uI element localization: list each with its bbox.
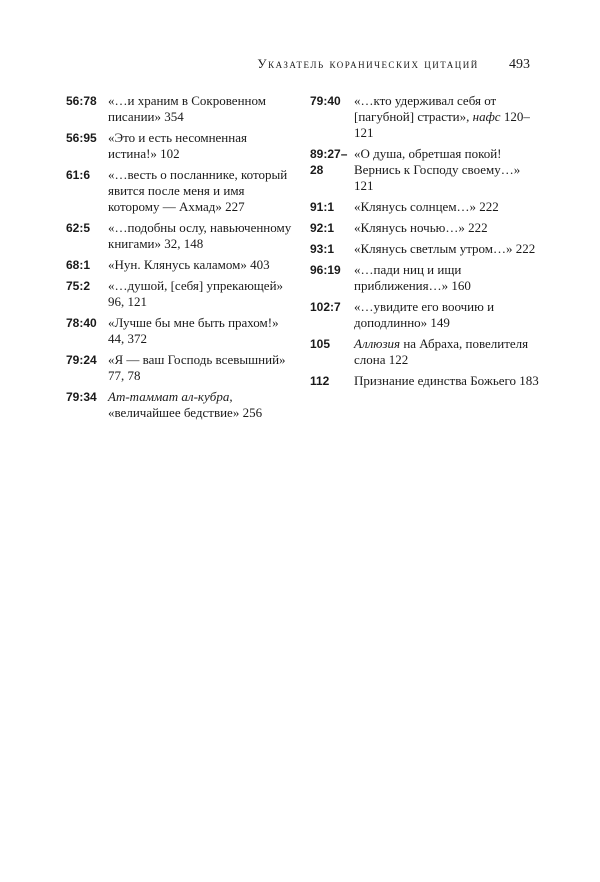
entry-text	[354, 336, 542, 368]
entry-text: «Нун. Клянусь каламом» 403	[108, 257, 270, 272]
left-column	[66, 93, 298, 426]
index-entry	[310, 299, 542, 331]
entry-pages: 120–121	[354, 109, 530, 140]
verse-ref: 56:78	[66, 94, 97, 108]
index-entry	[66, 220, 298, 252]
entry-text: «Лучше бы мне быть прахом!» 44, 372	[108, 315, 279, 346]
verse-ref: 61:6	[66, 168, 91, 182]
verse-ref: 79:34	[66, 390, 97, 404]
running-title: Указатель коранических цитаций	[257, 56, 479, 71]
index-entry	[310, 199, 542, 215]
italic-term: Аллюзия	[354, 336, 401, 351]
index-entry	[66, 167, 298, 215]
index-entry	[66, 352, 298, 384]
index-entry	[66, 278, 298, 310]
verse-ref: 89:27–28	[310, 147, 348, 177]
verse-ref: 79:40	[310, 94, 341, 108]
index-entry	[66, 93, 298, 125]
entry-text: «Клянусь светлым утром…» 222	[354, 241, 536, 256]
verse-ref: 93:1	[310, 242, 335, 256]
verse-ref: 78:40	[66, 316, 97, 330]
entry-text: Признание единства Божьего 183	[354, 373, 539, 388]
entry-text: «Клянусь солнцем…» 222	[354, 199, 499, 214]
verse-ref: 56:95	[66, 131, 97, 145]
index-entry	[310, 146, 542, 194]
italic-term: нафс	[472, 109, 501, 124]
verse-ref: 112	[310, 374, 330, 388]
index-entry	[310, 220, 542, 236]
verse-ref: 62:5	[66, 221, 91, 235]
index-entry	[310, 241, 542, 257]
entry-text: «Клянусь ночью…» 222	[354, 220, 488, 235]
entry-text	[108, 389, 298, 421]
index-entry	[66, 315, 298, 347]
entry-text-main: «…кто удерживал себя от [пагубной] страсти»,	[354, 93, 497, 124]
verse-ref: 96:19	[310, 263, 341, 277]
entry-text: «…весть о посланнике, который явится после меня и имя которому — Ахмад» 227	[108, 167, 288, 214]
index-entry	[66, 257, 298, 273]
verse-ref: 91:1	[310, 200, 335, 214]
verse-ref: 102:7	[310, 300, 341, 314]
entry-text: «О душа, обретшая покой! Вернись к Господу своему…» 121	[354, 146, 521, 193]
entry-text: «…душой, [себя] упрекающей» 96, 121	[108, 278, 284, 309]
index-entry	[66, 389, 298, 421]
entry-text: «Это и есть несомненная истина!» 102	[108, 130, 247, 161]
verse-ref: 79:24	[66, 353, 97, 367]
verse-ref: 105	[310, 337, 331, 351]
entry-text: «Я — ваш Господь всевышний» 77, 78	[108, 352, 286, 383]
entry-text: «…и храним в Сокровенном писании» 354	[108, 93, 266, 124]
entry-text: «…подобны ослу, навьюченному книгами» 32, 148	[108, 220, 292, 251]
verse-ref: 75:2	[66, 279, 91, 293]
running-header	[0, 56, 530, 73]
verse-ref: 92:1	[310, 221, 335, 235]
index-entry	[310, 373, 542, 389]
right-column	[310, 93, 542, 394]
entry-text	[354, 93, 542, 141]
entry-text: «…пади ниц и ищи приближения…» 160	[354, 262, 471, 293]
index-entry	[310, 336, 542, 368]
page-number: 493	[509, 57, 530, 72]
entry-text-rest: на Абраха, повелителя слона 122	[354, 336, 529, 367]
italic-term: Ат-таммат ал-кубра,	[108, 389, 233, 404]
entry-text-rest: «величайшее бедствие» 256	[108, 405, 263, 420]
entry-text: «…увидите его воочию и доподлинно» 149	[354, 299, 495, 330]
index-entry	[66, 130, 298, 162]
verse-ref: 68:1	[66, 258, 91, 272]
index-entry	[310, 93, 542, 141]
index-entry	[310, 262, 542, 294]
